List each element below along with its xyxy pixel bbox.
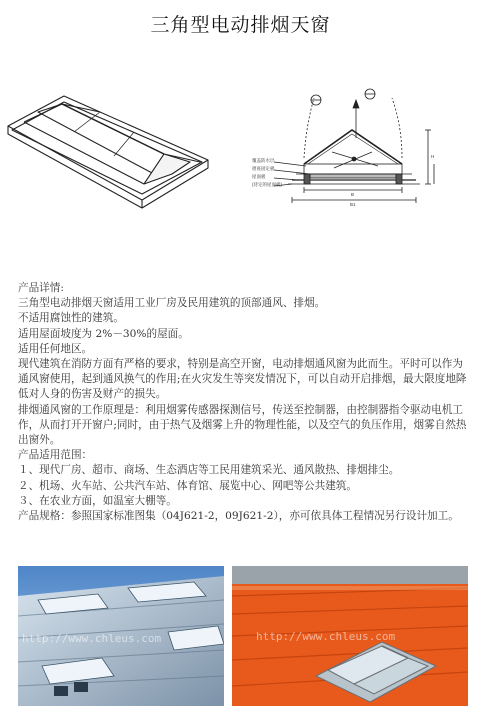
skylight-section-drawing: [252, 86, 452, 246]
paragraph: 现代建筑在消防方面有严格的要求，特别是高空开窗，电动排烟通风窗为此而生。平时可以作为通风窗使用，起到通风换气的作用;在火灾发生等突发情况下，可以自动开启排烟，最大限度地降低对人身的伤害及财产的损失。: [18, 358, 467, 401]
photo-factory-roof: [18, 566, 224, 706]
paragraph: 排烟通风窗的工作原理是：利用烟雾传感器探测信号，传送至控制器，由控制器指令驱动电机工作，从而打开开窗户;同时，由于热气及烟雾上升的物理性能，以及空气的负压作用，烟雾自然热出窗外。: [18, 403, 467, 447]
skylight-isometric-drawing: [4, 82, 214, 242]
photo-orange-roof: [232, 566, 468, 706]
dim-h: H: [431, 154, 435, 159]
dim-b: B: [351, 192, 355, 197]
dim-b1: B1: [350, 202, 356, 207]
paragraph: 适用任何地区。: [18, 342, 93, 355]
paragraph: 适用屋面坡度为 2%－30%的屋面。: [18, 327, 189, 340]
paragraph: 不适用腐蚀性的建筑。: [18, 312, 124, 325]
label-fixing-plate: 窗座固定板: [252, 166, 275, 171]
paragraph: 三角型电动排烟天窗适用工业厂房及民用建筑的顶部通风、排烟。: [18, 297, 326, 310]
label-roof-panel: 屋面板: [252, 174, 266, 179]
label-waterproof: 覆盖防水层: [252, 158, 275, 163]
paragraph: 产品规格：参照国家标准图集（04J621-2，09J621-2），亦可依具体工程情况另行设计加工。: [18, 510, 459, 523]
watermark-right: http://www.chleus.com: [256, 630, 396, 643]
page-title: 三角型电动排烟天窗: [150, 14, 331, 36]
paragraph: １、现代厂房、超市、商场、生态酒店等工民用建筑采光、通风散热、排烟排尘。: [18, 464, 400, 477]
paragraph: ３、在农业方面，如温室大棚等。: [18, 494, 177, 507]
product-description: [18, 281, 468, 524]
label-pending-roof-panel: (待定的屋面板): [252, 182, 282, 187]
watermark-left: http://www.chleus.com: [22, 632, 162, 645]
section-heading: 产品详情:: [18, 282, 64, 294]
paragraph: ２、机场、火车站、公共汽车站、体育馆、展览中心、网吧等公共建筑。: [18, 479, 357, 492]
paragraph: 产品适用范围：: [18, 449, 93, 462]
